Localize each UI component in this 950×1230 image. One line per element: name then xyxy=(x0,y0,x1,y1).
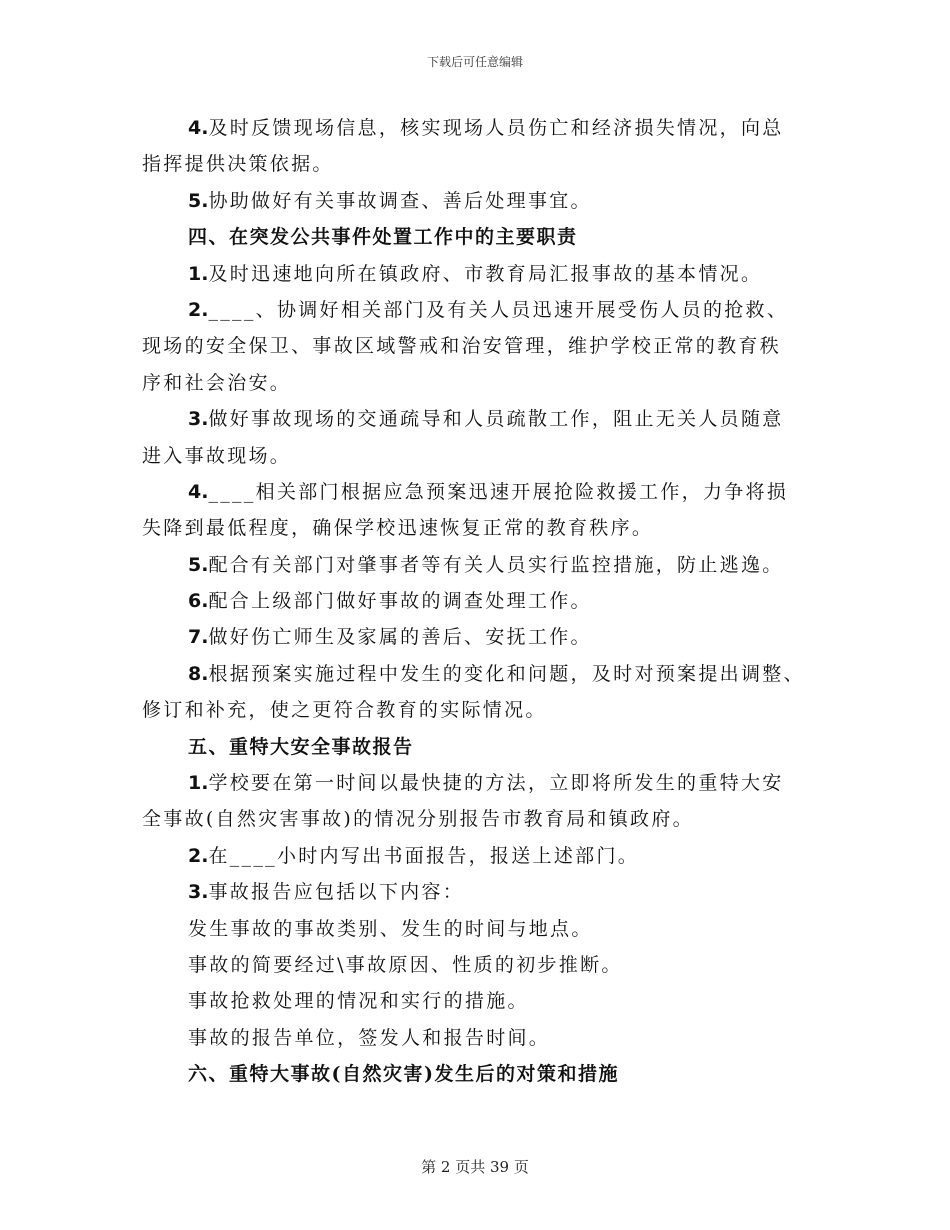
text-line xyxy=(142,328,808,364)
line-text: 四、在突发公共事件处置工作中的主要职责 xyxy=(188,226,578,249)
line-text: 事故的报告单位，签发人和报告时间。 xyxy=(188,1026,551,1049)
item-number: 4. xyxy=(188,117,209,139)
item-number: 5. xyxy=(188,553,209,576)
line-text: 进入事故现场。 xyxy=(142,444,292,467)
line-text: 协助做好有关事故调查、善后处理事宜。 xyxy=(208,189,592,212)
line-text: 事故抢救处理的情况和实行的措施。 xyxy=(188,990,529,1013)
section-heading xyxy=(142,219,808,255)
line-text: 做好伤亡师生及家属的善后、安抚工作。 xyxy=(208,626,592,649)
page-header: 下载后可任意编辑 xyxy=(426,55,523,69)
item-number: 2. xyxy=(188,298,209,321)
text-line xyxy=(142,947,808,983)
section-heading xyxy=(142,1056,808,1092)
page-footer: 第 2 页共 39 页 xyxy=(421,1158,529,1176)
text-line xyxy=(142,256,808,292)
document-body xyxy=(142,110,808,1093)
line-text: ____相关部门根据应急预案迅速开展抢险救援工作，力争将损 xyxy=(208,480,789,503)
line-text: 全事故(自然灾害事故)的情况分别报告市教育局和镇政府。 xyxy=(142,808,694,831)
text-line xyxy=(142,765,808,801)
text-line xyxy=(142,110,808,146)
text-line xyxy=(142,401,808,437)
item-number: 3. xyxy=(188,408,209,431)
item-number: 8. xyxy=(188,662,209,685)
text-line xyxy=(142,656,808,692)
text-line xyxy=(142,438,808,474)
line-text: 在____小时内写出书面报告，报送上述部门。 xyxy=(208,844,640,867)
line-text: 序和社会治安。 xyxy=(142,371,292,394)
text-line xyxy=(142,983,808,1019)
item-number: 2. xyxy=(188,844,209,867)
line-text: 事故的简要经过\事故原因、性质的初步推断。 xyxy=(188,953,623,976)
item-number: 6. xyxy=(188,590,209,613)
text-line xyxy=(142,146,808,182)
text-line xyxy=(142,911,808,947)
item-number: 1. xyxy=(188,772,209,795)
line-text: 现场的安全保卫、事故区域警戒和治安管理，维护学校正常的教育秩 xyxy=(142,335,782,358)
text-line xyxy=(142,801,808,837)
text-line xyxy=(142,583,808,619)
item-number: 7. xyxy=(188,626,209,649)
line-text: 修订和补充，使之更符合教育的实际情况。 xyxy=(142,699,547,722)
line-text: 失降到最低程度，确保学校迅速恢复正常的教育秩序。 xyxy=(142,517,654,540)
section-heading xyxy=(142,729,808,765)
line-text: 及时迅速地向所在镇政府、市教育局汇报事故的基本情况。 xyxy=(208,262,763,285)
line-text: 做好事故现场的交通疏导和人员疏散工作，阻止无关人员随意 xyxy=(208,408,784,431)
line-text: 六、重特大事故(自然灾害)发生后的对策和措施 xyxy=(188,1063,619,1086)
text-line xyxy=(142,292,808,328)
line-text: 事故报告应包括以下内容： xyxy=(208,881,465,904)
text-line xyxy=(142,510,808,546)
text-line xyxy=(142,474,808,510)
text-line xyxy=(142,547,808,583)
item-number: 1. xyxy=(188,262,209,285)
line-text: 五、重特大安全事故报告 xyxy=(188,735,414,758)
text-line xyxy=(142,874,808,910)
text-line xyxy=(142,1020,808,1056)
line-text: 根据预案实施过程中发生的变化和问题，及时对预案提出调整、 xyxy=(208,662,805,685)
line-text: 发生事故的事故类别、发生的时间与地点。 xyxy=(188,917,593,940)
text-line xyxy=(142,183,808,219)
line-text: 配合上级部门做好事故的调查处理工作。 xyxy=(208,590,592,613)
line-text: 及时反馈现场信息，核实现场人员伤亡和经济损失情况，向总 xyxy=(208,117,784,139)
line-text: 学校要在第一时间以最快捷的方法，立即将所发生的重特大安 xyxy=(208,772,784,795)
item-number: 4. xyxy=(188,480,209,503)
line-text: 配合有关部门对肇事者等有关人员实行监控措施，防止逃逸。 xyxy=(208,553,784,576)
text-line xyxy=(142,838,808,874)
line-text: 指挥提供决策依据。 xyxy=(142,153,334,176)
item-number: 3. xyxy=(188,881,209,904)
text-line xyxy=(142,365,808,401)
text-line xyxy=(142,692,808,728)
item-number: 5. xyxy=(188,189,209,212)
text-line xyxy=(142,619,808,655)
line-text: ____、协调好相关部门及有关人员迅速开展受伤人员的抢救、 xyxy=(208,298,789,321)
